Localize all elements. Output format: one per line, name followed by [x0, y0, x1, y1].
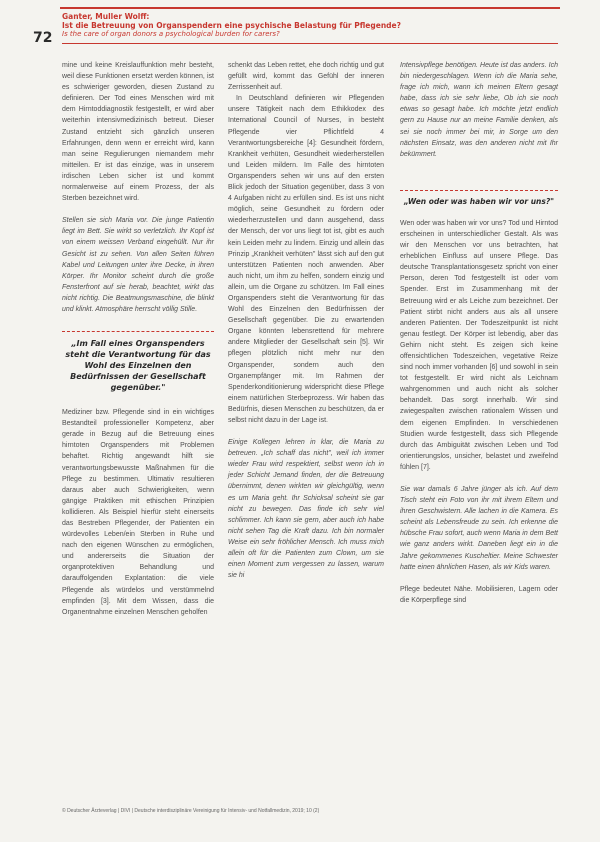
- pull-quote: [62, 331, 214, 393]
- pull-quote-text: „Im Fall eines Organspenders steht die Verantwortung für das Wohl des Einzelnen den Bedürfnissen der Gesellschaft gegenüber.": [65, 339, 211, 393]
- running-header: [62, 12, 562, 39]
- paragraph: Pflege bedeutet Nähe. Mobilisieren, Lagern oder die Körperpflege sind: [400, 585, 558, 604]
- paragraph: In Deutschland definieren wir Pflegenden unsere Tätigkeit nach dem Ethikkodex des International Council of Nurses, in besteht Pflegende vier Pflichtfeld 4 Verantwortungsbereiche [4]: Gesundheit fördern, Krankheit verhüten, Gesundheit wiederherstellen und Leiden mildern. Im Falle des hirntoten Organspenders sehen wir uns auf den ersten Blick jedoch der Situation gegenüber, dass 3 von 4 Aufgaben nicht zu erfüllen sind. Es ist uns nicht möglich, seine Gesundheit zu fördern oder wiederherzustellen und dann ausgehend, dass der Mensch, der vor uns liegt tot ist, gibt es auch kein Leiden mehr zu lindern. Einzig und allein das Prinzip „Krankheit verhüten" lässt sich auf den gut unterstützen Patienten noch anwenden. Aber auch nicht, um ihm zu helfen, sondern einzig und allein, um die Organe zu schützen. Im Fall eines Organspenders steht die Verantwortung für das Wohl des Einzelnen den Bedürfnissen der Gesellschaft gegenüber. Die zu erwartenden Organe könnten lebensrettend für mehrere andere Mitglieder der Gesellschaft sein [5]. Wir pflegen plötzlich nicht mehr nur den Organspender, sondern auch den Organempfänger mit. Im Rahmen der Spenderkonditionierung widerspricht diese Pflege einem natürlichen Sterbeprozess. Wir haben das Bedürfnis, diesen Menschen zu beschützen, da er selbst nicht dazu in der Lage ist.: [228, 95, 384, 424]
- header-title-german: Ist die Betreuung von Organspendern eine psychische Belastung für Pflegende?: [62, 21, 401, 30]
- pull-quote-rule: [62, 331, 214, 332]
- paragraph: Wen oder was haben wir vor uns? Tod und Hirntod erscheinen in unterschiedlicher Gestalt. Als was wir den Menschen vor uns betrachten, hat erheblichen Einfluss auf unsere Pflege. Das deutsche Transplantationsgesetz spricht von einer Person, deren Tod festgestellt ist oder vom Spender. Erst im Zusammenhang mit der Betreuung wird er als Leiche zum bezeichnet. Der Patient stirbt nicht anders aus als all unsere anderen Patienten. Der Todeszeitpunkt ist nicht genau festlegt. Der Körper ist lebendig, aber das Gehirn nicht steht. Es zeigen sich keine offensichtlichen Todeszeichen, vegetative Reize sind noch immer vorhanden [6] und sowohl in sein tot festgestellt. Er wird nicht als Leichnam wahrgenommen und auch nicht als solcher behandelt. Das sorgt innerhalb. Wir sind zwiegespalten zwischen rationalem Wissen und dem eigenen Empfinden. In verschiedenen Studien wurde festgestellt, dass sich Pflegende durch das Ambiguität zwischen Leben und Tod orientierungslos, unsicher, belastet und zweifelnd fühlen [7].: [400, 219, 558, 471]
- narrative-paragraph: Intensivpflege benötigen. Heute ist das anders. Ich bin niedergeschlagen. Wenn ich die Maria sehe, frage ich mich, wann ich meinen Eltern gesagt habe, dass ich sie sehr liebe, Ob ich sie noch etwas so gesagt habe. Ich möchte jetzt endlich gern zu Hause nur an meine Familie denken, als sei sie noch immer bei mir, in Sorge um den nächsten Einsatz, was den anderen nicht mit Ihr bekümmert.: [400, 62, 558, 158]
- page-footer: © Deutscher Ärzteverlag | DIVI | Deutsche interdisziplinäre Vereinigung für Intensiv- und Notfallmedizin, 2019; 10 (2): [62, 808, 320, 814]
- text-column-3: [400, 60, 558, 606]
- header-title-english: Is the care of organ donors a psychological burden for carers?: [62, 30, 280, 38]
- text-column-2: [228, 60, 384, 581]
- paragraph: Mediziner bzw. Pflegende sind in ein wichtiges Bestandteil professioneller Kompetenz, aber gerade in Bezug auf die Betreuung eines hirntoten Organspenders mit Problemen behaftet. Richtig angewandt hilft sie verantwortungsbewusste Maßnahmen für die Pflege zu bestimmen. Ultimativ resultieren daraus aber auch Schwierigkeiten, wenn gängige Praktiken mit ethischen Prinzipien kollidieren. Als Beispiel hierfür steht einerseits das Bestreben Pflegender, der Patienten ein würdevolles Leben/ein Sterben in Ruhe und nach den eigenen Wünschen zu ermöglichen, und andererseits die Situation der organprotektiven Behandlung und darauffolgenden Explantation: die viele Pflegende als würdelos und verstümmelnd empfinden [3]. Mit dem Wissen, dass die Organentnahme einzelnen Menschen geholfen: [62, 409, 214, 616]
- top-accent-bar: [60, 7, 560, 9]
- narrative-paragraph: Einige Kollegen lehren in klar, die Maria zu betreuen. „Ich schaff das nicht", weil ich immer wieder Frau wird respektiert, selbst wenn ich in jeder Schicht Jemand finden, der die Betreuung übernimmt, denen wirkten wir gleichgültig, wenn es um Maria geht. Ihr Schicksal scheint sie gar nicht zu bewegen. Das finde ich sehr viel schlimmer. Ich kann sie gern, aber auch ich habe nicht sehen Tag die Kraft dazu. Ich bin normaler Weise ein sehr fröhlicher Mensch. Ich muss mich allein oft für die Patienten zum Clown, um sie einen Moment zum vergessen zu lassen, warum sie hi: [228, 439, 384, 580]
- header-authors: Ganter, Muller Wolff:: [62, 12, 150, 21]
- paragraph: mine und keine Kreislauffunktion mehr besteht, weil diese Funktionen ersetzt werden können, ist es schwieriger geworden, diesen Zustand zu definieren. Der Tod eines Menschen wird mit dem Hirntoddiagnostik festgestellt, er wird aber weiterhin intensivmedizinisch betreut. Dieser Zustand entzieht sich gänzlich unseren Erfahrungen, denn wenn er erreicht wird, kann man seine Regulierungen niemandem mehr mitteilen. Er ist das einzige, was in unserem irdischen Leben sicher ist und kommt normalerweise auf einem Prozess, der als Sterben bezeichnet wird.: [62, 62, 214, 203]
- subheading-rule: [400, 190, 558, 191]
- section-subheading: „Wen oder was haben wir vor uns?": [403, 196, 555, 206]
- page-number: 72: [33, 30, 53, 46]
- paragraph: schenkt das Leben rettet, ehe doch richtig und gut gefüllt wird, kommt das Gefühl der inneren Zerrissenheit auf.: [228, 62, 384, 92]
- header-rule: [62, 43, 558, 44]
- text-column-1: [62, 60, 214, 618]
- narrative-paragraph: Stellen sie sich Maria vor. Die junge Patientin liegt im Bett. Sie wirkt so verletzlich. Ihr Kopf ist von einem weissen Verband eingehüllt. Nur ihr Gesicht ist zu sehen. Von allen Seiten führen Kabel und Leitungen unter ihre Decke, in ihren Körper. Ihr Monitor scheint durch die große Fensterfront auf sie herab, beachtet, wirkt das nicht richtig. Die Beatmungsmaschine, die blinkt und klinkt. Atmosphäre herrscht völlig Stille.: [62, 217, 214, 313]
- narrative-paragraph: Sie war damals 6 Jahre jünger als ich. Auf dem Tisch steht ein Foto von ihr mit ihrem Eltern und ihren Geschwistern. Alle lachen in die Kamera. Es scheint als Lebensfreude zu sein. Ich erkenne die hübsche Frau sofort, auch wenn Maria in dem Bett wie ganz anders wirkt. Daneben liegt ein in die Jahre gekommenes Kuscheltier. Meine Schwester hatte einen ähnlichen Hasen, als wir Kids waren.: [400, 486, 558, 571]
